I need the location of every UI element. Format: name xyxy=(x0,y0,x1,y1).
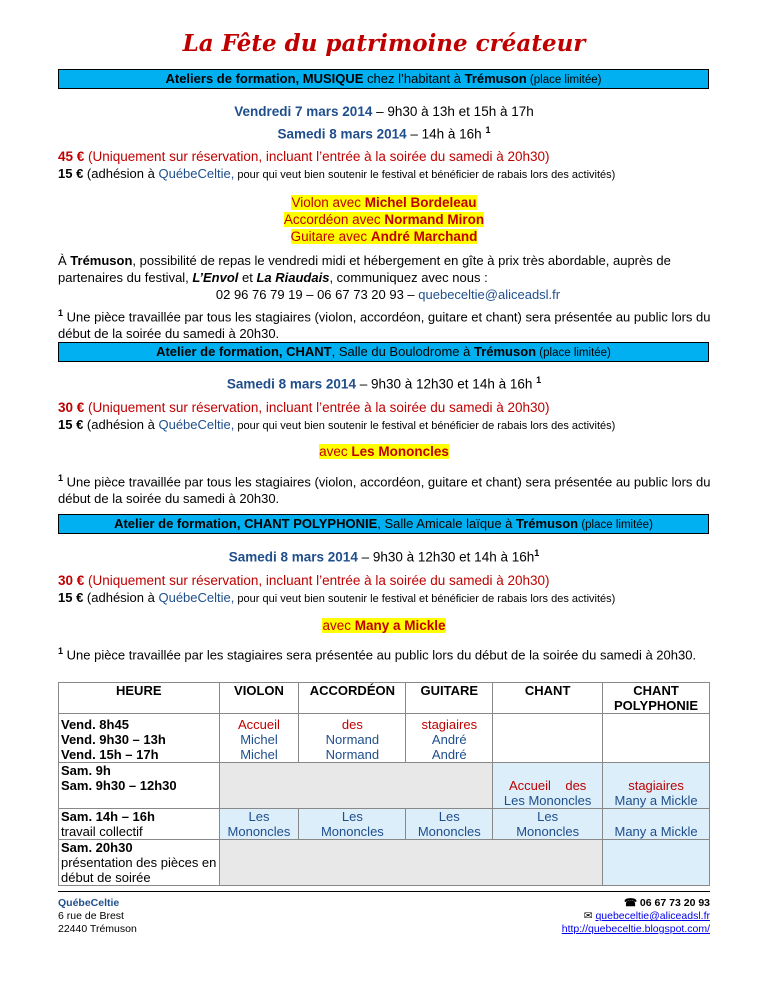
polyphonie-note: $^1$ Une pièce travaillée par les stagiaires sera présentée au public lors du début de la soirée du samedi à 20h30. xyxy=(58,646,697,663)
polyphonie-price-full: 30 € (Uniquement sur réservation, incluant l’entrée à la soirée du samedi à 20h30) xyxy=(58,573,550,588)
table-row xyxy=(59,809,710,840)
footer-contact xyxy=(562,897,710,936)
chant-note: $^1$ Une pièce travaillée par tous les stagiaires (violon, accordéon, guitare et chant) sera présentée au public lors du début de la soirée du samedi à 20h30. xyxy=(58,473,711,507)
table-row xyxy=(59,763,710,809)
footer-divider xyxy=(58,891,710,892)
header-chant-polyphonie: CHANT POLYPHONIE xyxy=(603,683,710,714)
section-chant-bar: Atelier de formation, CHANT, Salle du Boulodrome à Trémuson (place limitée) xyxy=(58,342,709,362)
header-guitare: GUITARE xyxy=(406,683,493,714)
chant-instructor: avec Les Mononcles xyxy=(319,444,449,459)
time-cell-sam-soir: Sam. 20h30 présentation des pièces en début de soirée xyxy=(59,840,220,886)
time-cell-vendredi: Vend. 8h45 Vend. 9h30 – 13h Vend. 15h – 17h xyxy=(59,714,220,763)
section-polyphonie-bar: Atelier de formation, CHANT POLYPHONIE, Salle Amicale laïque à Trémuson (place limitée) xyxy=(58,514,709,534)
chant-dates: Samedi 8 mars 2014 – 9h30 à 12h30 et 14h à 16h $^1$ xyxy=(226,375,542,392)
section-musique-bar: Ateliers de formation, MUSIQUE chez l’habitant à Trémuson (place limitée) xyxy=(58,69,709,89)
footer-phone: ☎ 06 67 73 20 93 xyxy=(623,897,710,909)
page-title: La Fête du patrimoine créateur xyxy=(182,30,586,57)
polyphonie-price-membership: 15 € (adhésion à QuébeCeltie, pour qui veut bien soutenir le festival et bénéficier de rabais lors des activités) xyxy=(58,590,616,605)
contact-email[interactable]: quebeceltie@aliceadsl.fr xyxy=(418,287,561,302)
time-cell-sam-apres-midi: Sam. 14h – 16h travail collectif xyxy=(59,809,220,840)
accordeon-vendredi: des Normand Normand xyxy=(299,714,406,763)
header-heure: HEURE xyxy=(59,683,220,714)
chant-price-full: 30 € (Uniquement sur réservation, incluant l’entrée à la soirée du samedi à 20h30) xyxy=(58,400,550,415)
violon-vendredi: Accueil Michel Michel xyxy=(219,714,299,763)
header-accordeon: ACCORDÉON xyxy=(299,683,406,714)
chant-sam-matin: Accueil des Les Mononcles xyxy=(493,763,603,809)
footer-blog-link[interactable]: http://quebeceltie.blogspot.com/ xyxy=(561,923,710,935)
schedule-header-row xyxy=(59,683,710,714)
polyphonie-sam-apres-midi: Many a Mickle xyxy=(603,809,710,840)
polyphonie-vendredi xyxy=(603,714,710,763)
accordeon-sam-apres-midi: Les Mononcles xyxy=(299,809,406,840)
schedule-table xyxy=(58,682,710,886)
polyphonie-instructor: avec Many a Mickle xyxy=(322,618,446,633)
header-chant: CHANT xyxy=(493,683,603,714)
musique-dates: Vendredi 7 mars 2014 – 9h30 à 13h et 15h à 17h Samedi 8 mars 2014 – 14h à 16h $^1$ xyxy=(234,104,534,142)
instruments-sam-matin xyxy=(219,763,493,809)
musique-instructors: Violon avec Michel Bordeleau Accordéon avec Normand Miron Guitare avec André Marchand xyxy=(283,195,485,244)
table-row xyxy=(59,714,710,763)
musique-price-membership: 15 € (adhésion à QuébeCeltie, pour qui veut bien soutenir le festival et bénéficier de rabais lors des activités) xyxy=(58,166,616,181)
table-row xyxy=(59,840,710,886)
polyphonie-sam-soir xyxy=(603,840,710,886)
polyphonie-sam-matin: stagiaires Many a Mickle xyxy=(603,763,710,809)
guitare-vendredi: stagiaires André André xyxy=(406,714,493,763)
time-cell-sam-matin: Sam. 9h Sam. 9h30 – 12h30 xyxy=(59,763,220,809)
chant-vendredi xyxy=(493,714,603,763)
musique-price-full: 45 € (Uniquement sur réservation, incluant l’entrée à la soirée du samedi à 20h30) xyxy=(58,149,550,164)
mail-icon: ✉ xyxy=(583,910,596,922)
chant-price-membership: 15 € (adhésion à QuébeCeltie, pour qui veut bien soutenir le festival et bénéficier de rabais lors des activités) xyxy=(58,417,616,432)
guitare-sam-apres-midi: Les Mononcles xyxy=(406,809,493,840)
header-violon: VIOLON xyxy=(219,683,299,714)
footer-address: QuébeCeltie 6 rue de Brest 22440 Trémuson xyxy=(58,897,137,935)
violon-sam-apres-midi: Les Mononcles xyxy=(219,809,299,840)
footer-email-link[interactable]: quebeceltie@aliceadsl.fr xyxy=(595,910,710,922)
polyphonie-dates: Samedi 8 mars 2014 – 9h30 à 12h30 et 14h à $16h^1$ xyxy=(228,548,540,565)
musique-lodging-paragraph: À Trémuson, possibilité de repas le vendredi midi et hébergement en gîte à prix très abordable, auprès de partenaires du festival, L’Envol et La Riaudais, communiquez avec nous : 02 96 76 79 19 – 06 67 73 20 93 – quebeceltie@aliceadsl.fr $^1$ Une pièce travaillée par tous les stagiaires (violon, accordéon, guitare et chant) sera présentée au public lors du début de la soirée du samedi à 20h30. xyxy=(58,253,711,342)
soiree-cell xyxy=(219,840,603,886)
chant-sam-apres-midi: Les Mononcles xyxy=(493,809,603,840)
